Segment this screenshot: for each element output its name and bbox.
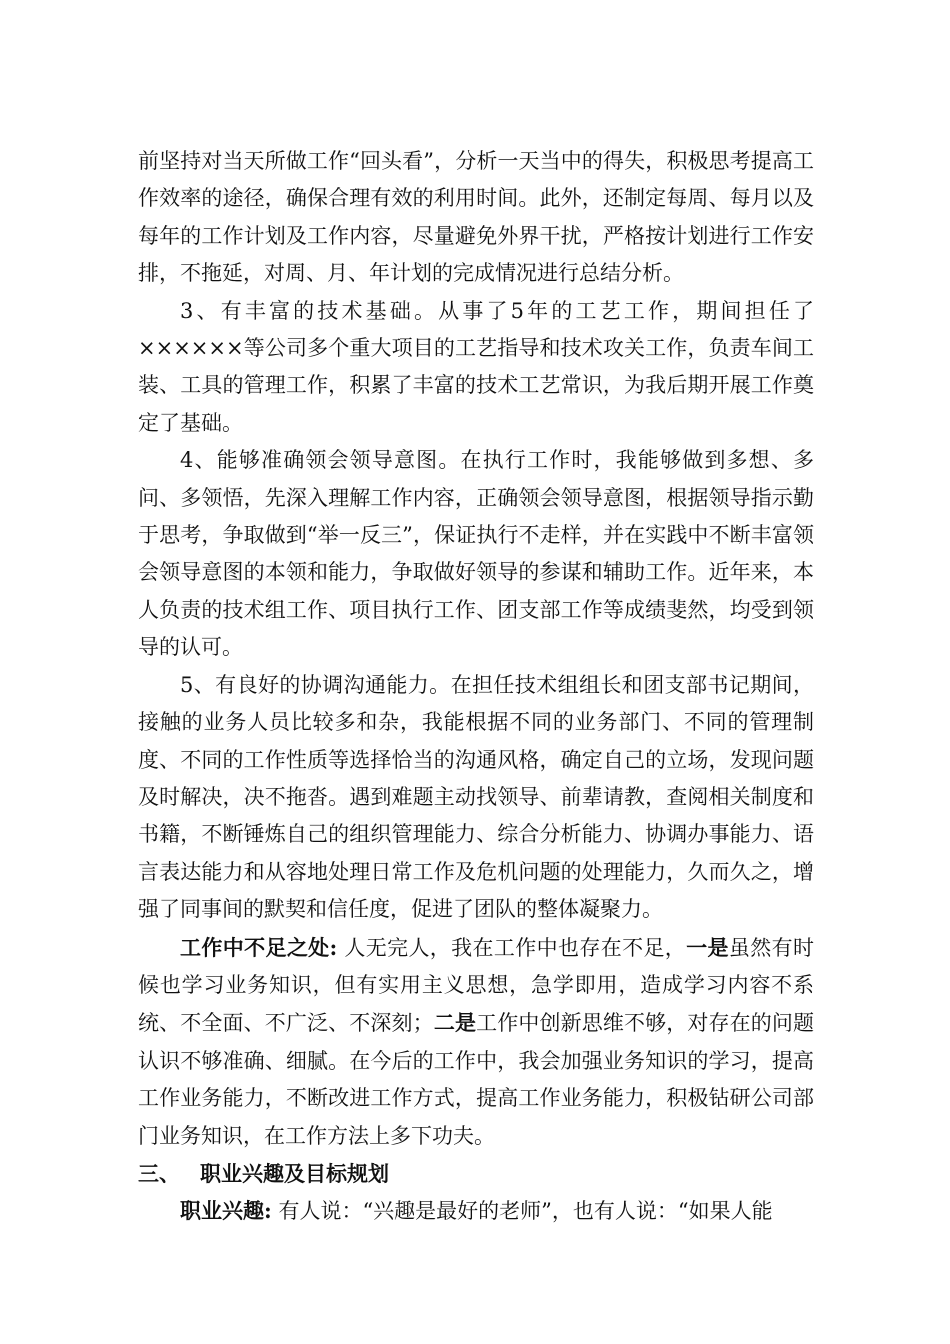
paragraph-continuation: 前坚持对当天所做工作“回头看”，分析一天当中的得失，积极思考提高工作效率的途径，确保合理有效的利用时间。此外，还制定每周、每月以及每年的工作计划及工作内容，尽量避免外界干扰，严格按计划进行工作安排，不拖延，对周、月、年计划的完成情况进行总结分析。 [138,149,814,286]
document-body [138,143,814,1231]
interest-text: 有人说：“兴趣是最好的老师”，也有人说：“如果人能 [271,1199,773,1224]
paragraph-career-interest [138,1192,814,1230]
shortcomings-label: 工作中不足之处: [180,934,338,960]
section-title: 职业兴趣及目标规划 [200,1160,389,1186]
shortcomings-text-2: 虽然有时候也学习业务知识，但有实用主义思想，急学即用，造成学习内容不系统、不全面、不广泛、不深刻； [138,935,814,1036]
paragraph-leadership-intent: 4、能够准确领会领导意图。在执行工作时，我能够做到多想、多问、多领悟，先深入理解工作内容，正确领会领导意图，根据领导指示勤于思考，争取做到“举一反三”，保证执行不走样，并在实践中不断丰富领会领导意图的本领和能力，争取做好领导的参谋和辅助工作。近年来，本人负责的技术组工作、项目执行工作、团支部工作等成绩斐然，均受到领导的认可。 [138,448,814,660]
shortcomings-text-3: 工作中创新思维不够，对存在的问题认识不够准确、细腻。在今后的工作中，我会加强业务知识的学习，提高工作业务能力，不断改进工作方式，提高工作业务能力，积极钻研公司部门业务知识，在工作方法上多下功夫。 [138,1011,815,1148]
paragraph-shortcomings [138,929,814,1155]
paragraph-technical-foundation: 3、有丰富的技术基础。从事了5年的工艺工作，期间担任了××××××等公司多个重大项目的工艺指导和技术攻关工作，负责车间工装、工具的管理工作，积累了丰富的技术工艺常识，为我后期开展工作奠定了基础。 [138,298,814,435]
interest-label: 职业兴趣: [180,1198,272,1224]
section-heading [138,1155,814,1192]
shortcomings-second-label: 二是 [433,1010,477,1036]
shortcomings-text-1: 人无完人，我在工作中也存在不足， [337,935,687,960]
section-number: 三、 [138,1160,180,1186]
shortcomings-first-label: 一是 [686,934,729,960]
paragraph-communication: 5、有良好的协调沟通能力。在担任技术组组长和团支部书记期间，接触的业务人员比较多和杂，我能根据不同的业务部门、不同的管理制度、不同的工作性质等选择恰当的沟通风格，确定自己的立场，发现问题及时解决，决不拖沓。遇到难题主动找领导、前辈请教，查阅相关制度和书籍，不断锤炼自己的组织管理能力、综合分析能力、协调办事能力、语言表达能力和从容地处理日常工作及危机问题的处理能力，久而久之，增强了同事间的默契和信任度，促进了团队的整体凝聚力。 [138,672,814,922]
